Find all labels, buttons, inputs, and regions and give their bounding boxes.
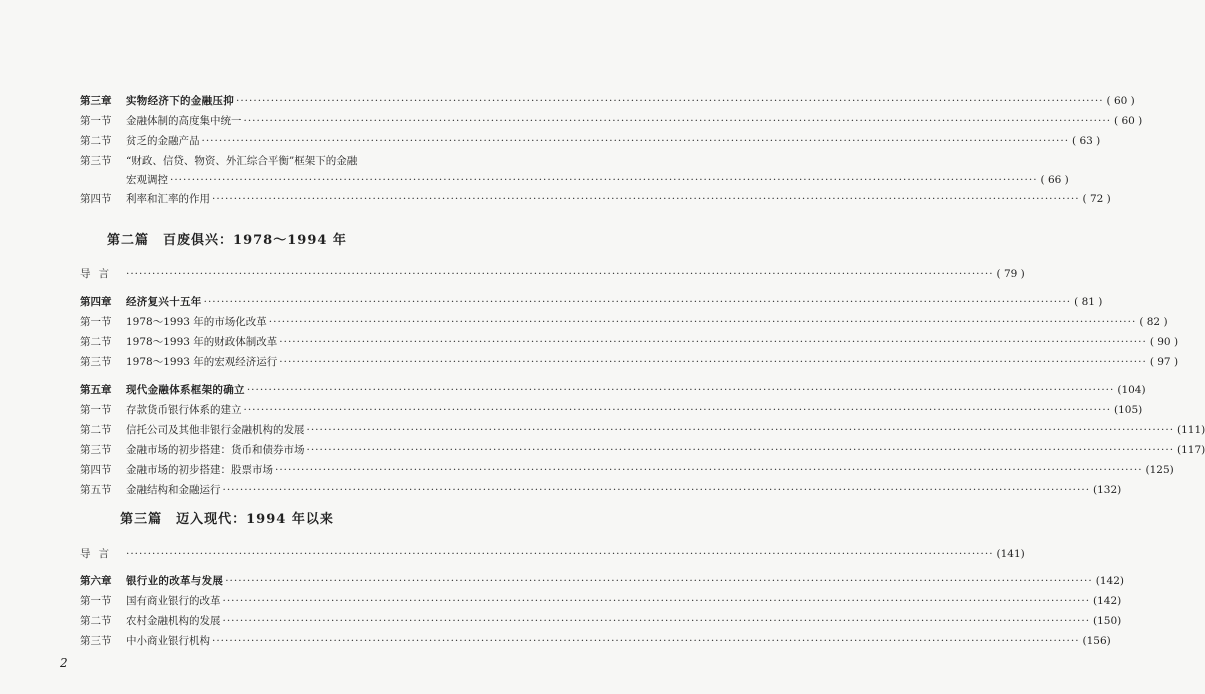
dot-leader: ········································································································································································································ <box>126 548 994 560</box>
entry-label: 第三节 <box>80 356 112 368</box>
toc-section-entry[interactable] <box>80 333 1179 351</box>
toc-section-entry[interactable] <box>80 171 1069 189</box>
entry-title: 金融市场的初步搭建：股票市场 <box>126 464 273 476</box>
toc-chapter-entry[interactable] <box>80 92 1135 110</box>
entry-label: 第一节 <box>80 404 112 416</box>
entry-page-number: ( 60 ) <box>1106 95 1135 107</box>
entry-label: 第三节 <box>80 635 112 647</box>
toc-chapter-entry[interactable] <box>80 381 1146 399</box>
dot-leader: ········································································································································································································ <box>279 356 1147 368</box>
entry-title: 1978～1993 年的财政体制改革 <box>126 336 278 348</box>
toc-section-entry[interactable] <box>80 632 1111 650</box>
dot-leader: ········································································································································································································ <box>222 615 1091 627</box>
entry-label: 第三节 <box>80 444 112 456</box>
toc-section-entry[interactable] <box>80 152 424 170</box>
entry-label: 导言 <box>80 268 117 280</box>
entry-page-number: ( 63 ) <box>1072 135 1101 147</box>
dot-leader: ········································································································································································································ <box>275 464 1143 476</box>
entry-label: 第四节 <box>80 193 112 205</box>
entry-title: 国有商业银行的改革 <box>126 595 221 607</box>
entry-title: 银行业的改革与发展 <box>126 575 224 587</box>
toc-section-entry[interactable] <box>80 612 1122 630</box>
page-number: 2 <box>60 656 68 670</box>
entry-page-number: (117) <box>1177 444 1205 456</box>
toc-section-entry[interactable] <box>80 353 1179 371</box>
entry-page-number: (125) <box>1145 464 1174 476</box>
entry-page-number: ( 79 ) <box>996 268 1025 280</box>
entry-title: 金融结构和金融运行 <box>126 484 221 496</box>
entry-page-number: (132) <box>1093 484 1122 496</box>
dot-leader: ········································································································································································································ <box>201 135 1070 147</box>
entry-title: 中小商业银行机构 <box>126 635 210 647</box>
entry-page-number: ( 90 ) <box>1149 336 1179 348</box>
entry-label: 第一节 <box>80 595 112 607</box>
dot-leader: ········································································································································································································ <box>243 115 1112 127</box>
dot-leader: ········································································································································································································ <box>246 384 1115 396</box>
entry-title: 实物经济下的金融压抑 <box>126 95 234 107</box>
entry-title: 现代金融体系框架的确立 <box>126 384 245 396</box>
dot-leader: ········································································································································································································ <box>268 316 1137 328</box>
toc-section-entry[interactable] <box>80 132 1101 150</box>
toc-section-entry[interactable] <box>80 112 1143 130</box>
entry-label: 第二节 <box>80 424 112 436</box>
entry-title: 1978～1993 年的市场化改革 <box>126 316 267 328</box>
entry-page-number: ( 60 ) <box>1114 115 1143 127</box>
entry-page-number: (142) <box>1093 595 1122 607</box>
dot-leader: ········································································································································································································ <box>279 336 1147 348</box>
entry-label: 第三章 <box>80 95 112 107</box>
dot-leader: ········································································································································································································ <box>203 296 1072 308</box>
toc-section-entry[interactable] <box>80 461 1174 479</box>
entry-label: 第一节 <box>80 316 112 328</box>
toc-section-entry[interactable] <box>80 441 1205 459</box>
entry-label: 第三节 <box>80 155 112 167</box>
dot-leader: ········································································································································································································ <box>212 635 1080 647</box>
dot-leader: ········································································································································································································ <box>306 424 1175 436</box>
entry-title: 利率和汇率的作用 <box>126 193 210 205</box>
dot-leader: ········································································································································································································ <box>212 193 1080 205</box>
dot-leader: ········································································································································································································ <box>236 95 1104 107</box>
entry-page-number: (142) <box>1095 575 1124 587</box>
entry-label: 第五章 <box>80 384 112 396</box>
toc-chapter-entry[interactable] <box>80 572 1124 590</box>
entry-page-number: ( 66 ) <box>1040 174 1069 186</box>
toc-intro-entry[interactable] <box>80 545 1025 563</box>
toc-chapter-entry[interactable] <box>80 293 1103 311</box>
entry-page-number: (104) <box>1117 384 1146 396</box>
entry-page-number: ( 72 ) <box>1082 193 1111 205</box>
entry-page-number: ( 81 ) <box>1074 296 1103 308</box>
entry-title: 金融市场的初步搭建：货币和债券市场 <box>126 444 305 456</box>
entry-title: 金融体制的高度集中统一 <box>126 115 242 127</box>
entry-title: 农村金融机构的发展 <box>126 615 221 627</box>
dot-leader: ········································································································································································································ <box>222 484 1091 496</box>
entry-page-number: (111) <box>1177 424 1205 436</box>
entry-page-number: ( 82 ) <box>1139 316 1168 328</box>
entry-label: 第五节 <box>80 484 112 496</box>
dot-leader: ········································································································································································································ <box>243 404 1112 416</box>
entry-page-number: ( 97 ) <box>1149 356 1179 368</box>
entry-label: 第二节 <box>80 336 112 348</box>
entry-label: 导言 <box>80 548 117 560</box>
entry-title: 存款货币银行体系的建立 <box>126 404 242 416</box>
entry-label: 第四节 <box>80 464 112 476</box>
entry-page-number: (141) <box>996 548 1025 560</box>
toc-intro-entry[interactable] <box>80 265 1025 283</box>
dot-leader: ········································································································································································································ <box>306 444 1175 456</box>
entry-label: 第一节 <box>80 115 112 127</box>
toc-section-entry[interactable] <box>80 481 1122 499</box>
dot-leader: ········································································································································································································ <box>126 268 994 280</box>
toc-section-entry[interactable] <box>80 592 1122 610</box>
toc-section-entry[interactable] <box>80 401 1143 419</box>
entry-title: “财政、信贷、物资、外汇综合平衡”框架下的金融 <box>126 155 358 167</box>
entry-title: 1978～1993 年的宏观经济运行 <box>126 356 278 368</box>
entry-label: 第六章 <box>80 575 112 587</box>
toc-section-entry[interactable] <box>80 313 1168 331</box>
part-heading: 第二篇 百废俱兴：1978～1994 年 <box>107 233 347 248</box>
dot-leader: ········································································································································································································ <box>222 595 1091 607</box>
toc-section-entry[interactable] <box>80 190 1111 208</box>
entry-page-number: (156) <box>1082 635 1111 647</box>
dot-leader: ········································································································································································································ <box>170 174 1038 186</box>
entry-label: 第二节 <box>80 615 112 627</box>
entry-label: 第四章 <box>80 296 112 308</box>
entry-page-number: (105) <box>1114 404 1143 416</box>
entry-label: 第二节 <box>80 135 112 147</box>
dot-leader: ········································································································································································································ <box>225 575 1093 587</box>
toc-section-entry[interactable] <box>80 421 1205 439</box>
entry-title: 贫乏的金融产品 <box>126 135 200 147</box>
part-heading: 第三篇 迈入现代：1994 年以来 <box>120 512 334 527</box>
entry-title: 信托公司及其他非银行金融机构的发展 <box>126 424 305 436</box>
entry-page-number: (150) <box>1093 615 1122 627</box>
entry-title: 经济复兴十五年 <box>126 296 202 308</box>
entry-title: 宏观调控 <box>126 174 168 186</box>
